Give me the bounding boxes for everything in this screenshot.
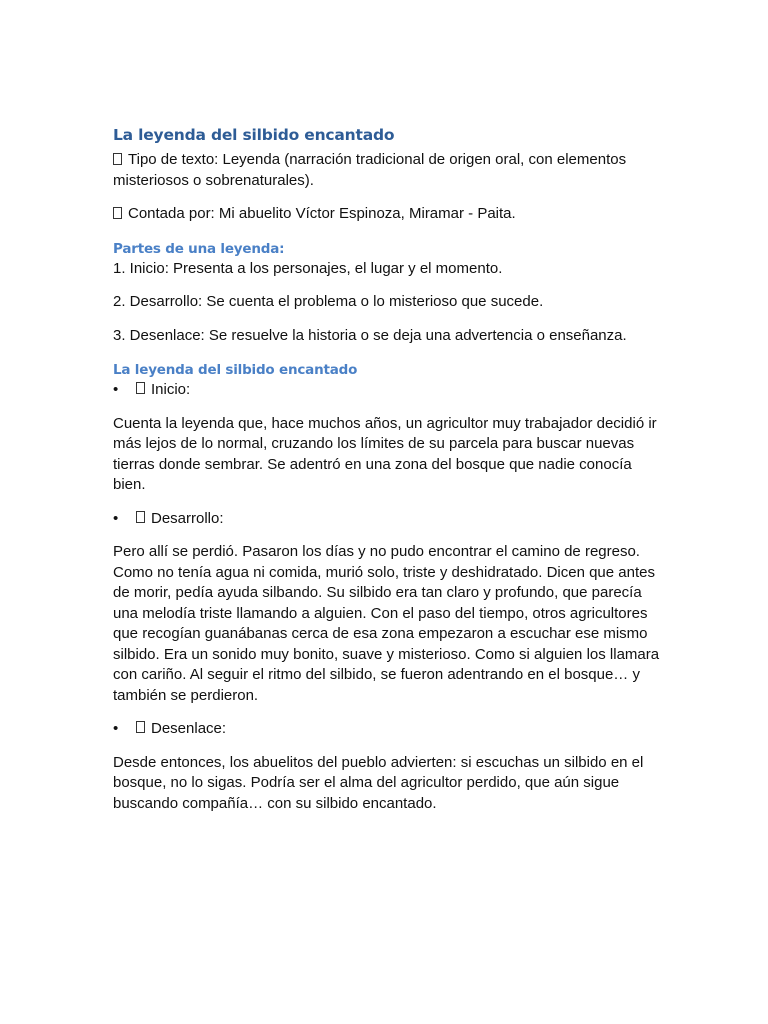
section-label-text: Desarrollo: — [151, 509, 224, 527]
section-label-text: Desenlace: — [151, 720, 227, 737]
document-title: La leyenda del silbido encantado — [113, 126, 395, 144]
parte-item-desenlace: 3. Desenlace: Se resuelve la historia o se deja una advertencia o enseñanza. — [113, 326, 627, 344]
missing-glyph-box-icon — [113, 207, 122, 219]
section-label-text: Inicio: — [151, 381, 191, 398]
contada-por-line — [113, 204, 661, 225]
parte-item-inicio: 1. Inicio: Presenta a los personajes, el lugar y el momento. — [113, 259, 503, 277]
contada-por-text: Contada por: Mi abuelito Víctor Espinoza, Miramar - Paita. — [128, 205, 516, 222]
bullet: • — [113, 720, 119, 737]
bullet: • — [113, 509, 119, 527]
section-label-inicio — [113, 380, 661, 401]
missing-glyph-box-icon — [136, 511, 145, 523]
document-page — [113, 124, 661, 814]
parte-item-desarrollo: 2. Desarrollo: Se cuenta el problema o lo misterioso que sucede. — [113, 293, 544, 310]
story-heading: La leyenda del silbido encantado — [113, 362, 358, 378]
section-text-desenlace: Desde entonces, los abuelitos del pueblo advierten: si escuchas un silbido en el bosque, no lo sigas. Podría ser el alma del agricultor perdido, que aún sigue buscando compañía… con su silbido encantado. — [113, 753, 644, 812]
section-text-inicio: Cuenta la leyenda que, hace muchos años, un agricultor muy trabajador decidió ir más lejos de lo normal, cruzando los límites de su parcela para buscar nuevas tierras donde sembrar. Se adentró en una zona del bosque que nadie conocía bien. — [113, 414, 657, 493]
tipo-texto-text: Tipo de texto: Leyenda (narración tradicional de origen oral, con elementos misteriosos o sobrenaturales). — [113, 151, 627, 189]
missing-glyph-box-icon — [136, 721, 145, 733]
bullet: • — [113, 381, 119, 398]
tipo-texto-line — [113, 150, 661, 191]
section-label-desarrollo — [113, 509, 661, 530]
section-label-desenlace — [113, 719, 661, 740]
missing-glyph-box-icon — [113, 153, 122, 165]
missing-glyph-box-icon — [136, 382, 145, 394]
section-text-desarrollo: Pero allí se perdió. Pasaron los días y no pudo encontrar el camino de regreso. Como no tenía agua ni comida, murió solo, triste y deshidratado. Dicen que antes de morir, pedía ayuda silbando. Su silbido era tan claro y profundo, que parecía una melodía triste llamando a alguien. Con el paso del tiempo, otros agricultores que recogían guanábanas cerca de esa zona empezaron a escuchar ese mismo silbido. Era un sonido muy bonito, suave y misterioso. Como si alguien los llamara con cariño. Al seguir el ritmo del silbido, se fueron adentrando en el bosque… y también se perdieron. — [113, 543, 660, 704]
partes-heading: Partes de una leyenda: — [113, 240, 285, 257]
